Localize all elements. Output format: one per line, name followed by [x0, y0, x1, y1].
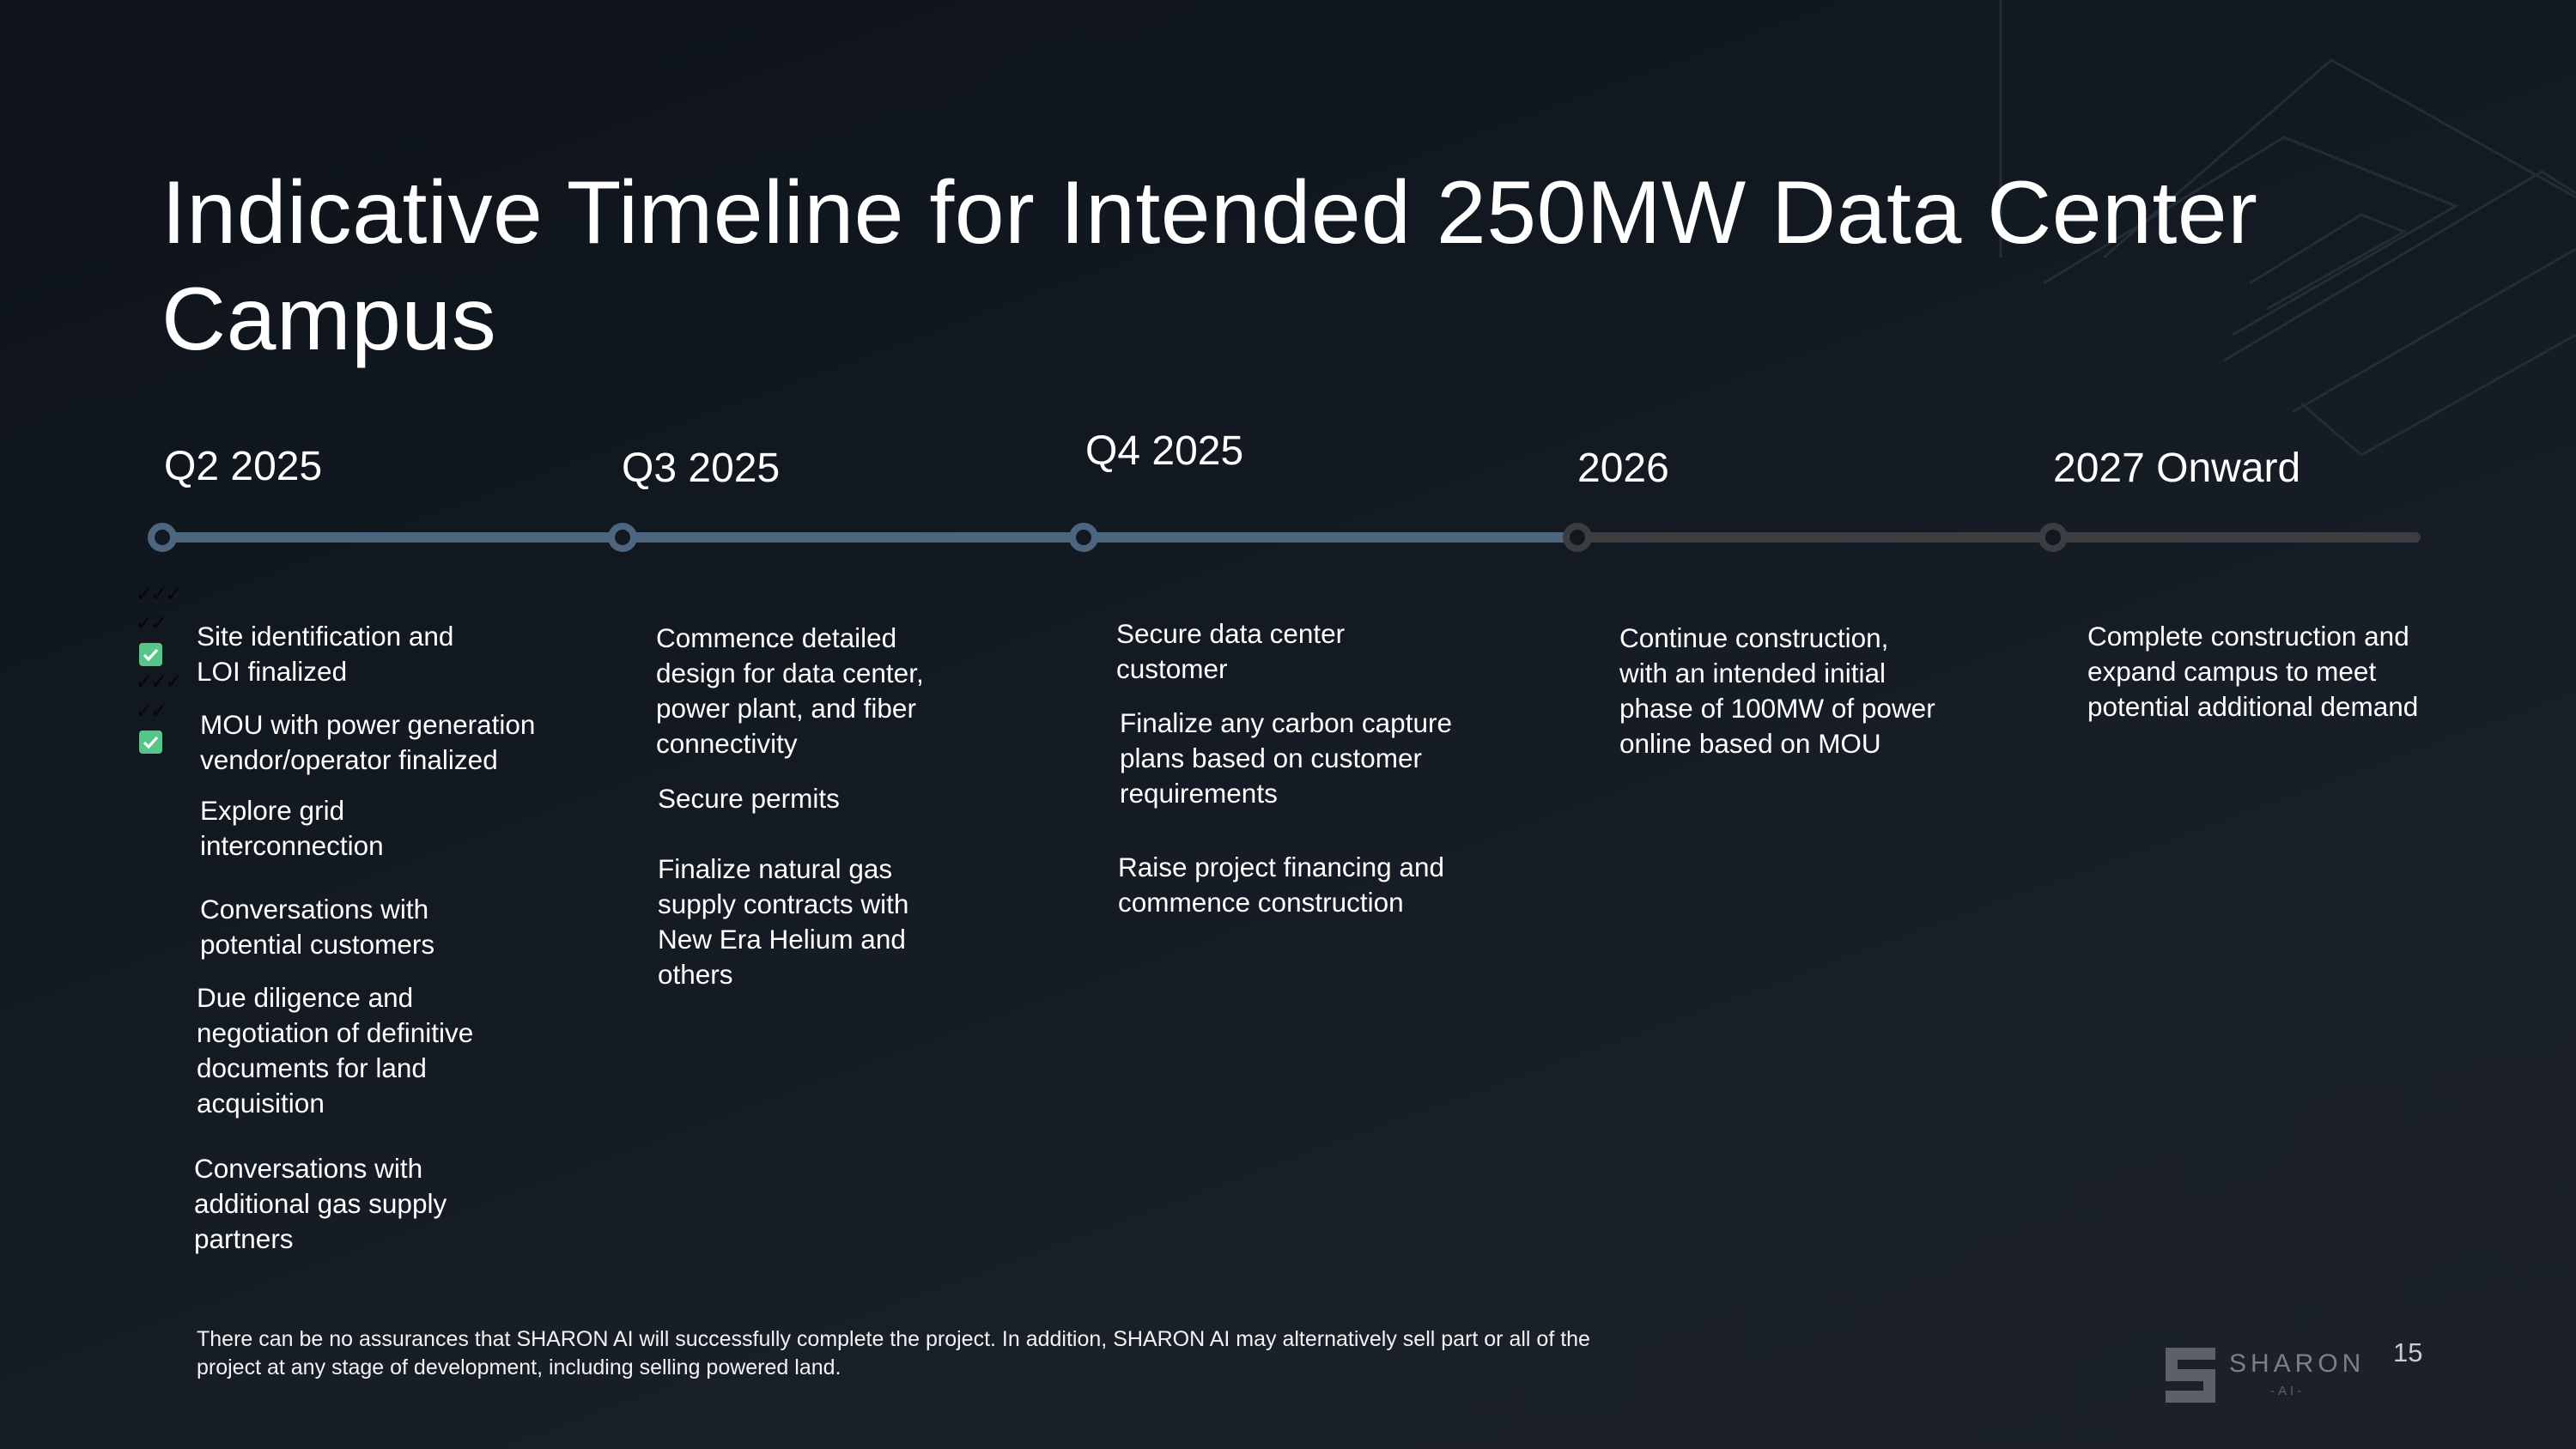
item-2027-complete-construction: Complete construction and expand campus to meet potential additional demand [2087, 621, 2419, 722]
item-2026-continue-construction: Continue construction, with an intended initial phase of 100MW of power online based on MOU [1619, 622, 1935, 759]
q4-item-data-center-customer: Secure data center customer [1116, 618, 1346, 684]
timeline-node-2026 [1563, 523, 1592, 552]
timeline-node-q2-2025 [148, 523, 177, 552]
faint-check-marks: ✓✓✓ [136, 582, 180, 606]
sharon-logo-mark-icon [2164, 1346, 2219, 1404]
phase-label-2027-onward: 2027 Onward [2053, 446, 2301, 491]
page-number: 15 [2393, 1337, 2423, 1367]
q4-item-carbon-capture: Finalize any carbon capture plans based on customer requirements [1120, 707, 1452, 809]
logo-wordmark: SHARON [2229, 1349, 2366, 1378]
q2-item-conversations-customers: Conversations with potential customers [200, 894, 435, 960]
phase-label-q3-2025: Q3 2025 [622, 446, 781, 491]
timeline-node-q4-2025 [1069, 523, 1098, 552]
q3-item-natural-gas-contracts: Finalize natural gas supply contracts with New Era Helium and others [658, 853, 909, 990]
disclaimer-text: There can be no assurances that SHARON AI will successfully complete the project. In addition, SHARON AI may alternatively sell part or all of the project at any stage of development, including selling powered land. [197, 1327, 1590, 1379]
faint-check-marks: ✓✓ [136, 699, 166, 723]
phase-label-q4-2025: Q4 2025 [1085, 428, 1244, 474]
phase-label-2026: 2026 [1577, 446, 1669, 491]
q3-item-detailed-design: Commence detailed design for data center, power plant, and fiber connectivity [656, 622, 924, 759]
q2-item-gas-supply-partners: Conversations with additional gas supply partners [194, 1153, 447, 1254]
timeline-node-q3-2025 [608, 523, 637, 552]
timeline-node-2027-onward [2038, 523, 2068, 552]
q3-item-secure-permits: Secure permits [658, 783, 840, 814]
q2-item-mou-power-generation: MOU with power generation vendor/operator finalized [200, 709, 536, 775]
timeline-track-future [1577, 532, 2421, 543]
faint-check-marks: ✓✓✓ [136, 670, 180, 694]
logo-subtext: -AI- [2270, 1384, 2306, 1398]
slide-title: Indicative Timeline for Intended 250MW Data Center Campus [161, 163, 2258, 369]
q2-item-explore-grid: Explore grid interconnection [200, 795, 384, 861]
phase-label-q2-2025: Q2 2025 [164, 444, 323, 489]
q2-item-site-identification: Site identification and LOI finalized [197, 621, 454, 687]
timeline-track-completed [162, 532, 1577, 543]
q4-item-project-financing: Raise project financing and commence construction [1118, 852, 1444, 918]
faint-check-marks: ✓✓ [136, 611, 166, 635]
checkbox-checked-icon [139, 731, 162, 754]
q2-item-due-diligence: Due diligence and negotiation of definitive documents for land acquisition [197, 982, 474, 1119]
sharon-ai-logo [2164, 1346, 2370, 1404]
checkbox-checked-icon [139, 643, 162, 666]
